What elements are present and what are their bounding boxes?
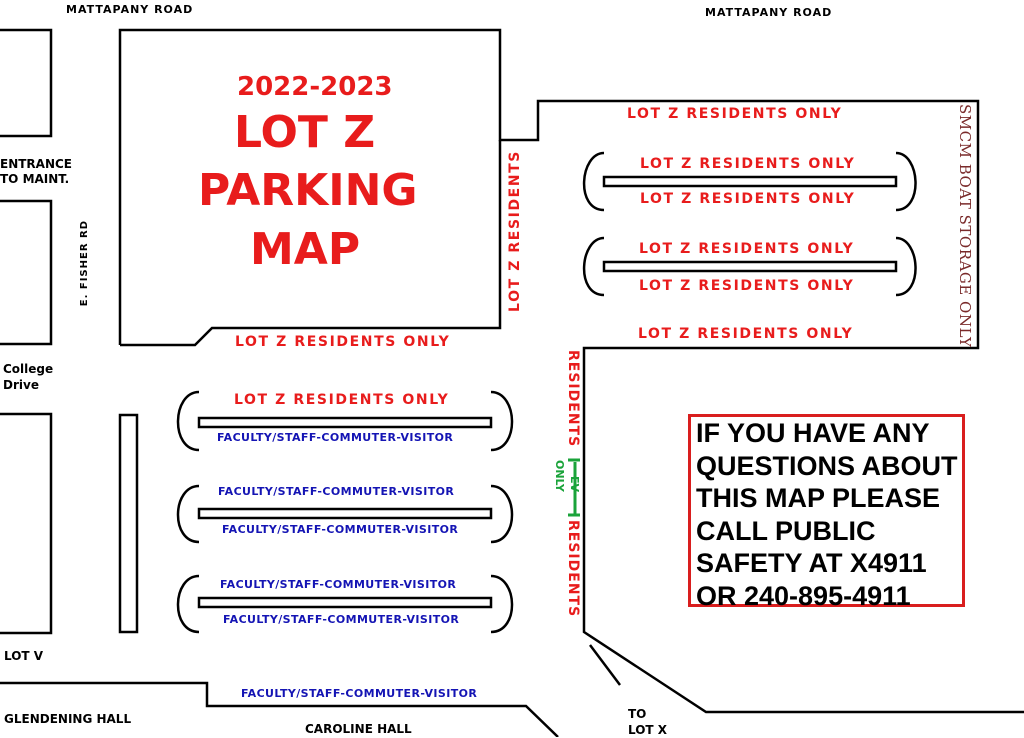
residents-only-label: LOT Z RESIDENTS ONLY <box>627 106 843 122</box>
entrance-label: ENTRANCE TO MAINT. <box>0 157 72 186</box>
residents-only-label: LOT Z RESIDENTS ONLY <box>639 278 855 294</box>
lower-right-edge <box>590 645 620 685</box>
residents-only-label: LOT Z RESIDENTS ONLY <box>234 392 450 408</box>
narrow-building <box>120 415 137 632</box>
info-box <box>688 414 965 611</box>
residents-vertical-label: LOT Z RESIDENTS <box>507 150 523 312</box>
to-lot-x-label: TO LOT X <box>628 707 668 737</box>
left-building-middle <box>0 201 51 344</box>
residents-only-label: LOT Z RESIDENTS ONLY <box>638 326 854 342</box>
caroline-hall-label: CAROLINE HALL <box>305 722 412 736</box>
left-building-top <box>0 30 51 136</box>
faculty-label: FACULTY/STAFF-COMMUTER-VISITOR <box>223 613 460 626</box>
boat-storage-label: SMCM BOAT STORAGE ONLY <box>956 104 974 348</box>
residents-only-label: LOT Z RESIDENTS ONLY <box>639 241 855 257</box>
lot-v-label: LOT V <box>4 649 44 663</box>
left-building-bottom <box>0 414 51 633</box>
title-line-3: MAP <box>250 224 361 275</box>
faculty-label: FACULTY/STAFF-COMMUTER-VISITOR <box>217 431 454 444</box>
faculty-label: FACULTY/STAFF-COMMUTER-VISITOR <box>220 578 457 591</box>
residents-only-label: LOT Z RESIDENTS ONLY <box>235 334 451 350</box>
title-year: 2022-2023 <box>237 72 393 102</box>
ev-only-label: ONLY <box>553 460 566 492</box>
info-text: IF YOU HAVE ANY QUESTIONS ABOUT THIS MAP PLEASE CALL PUBLIC SAFETY AT X4911 OR 240-895-4911 <box>696 418 958 611</box>
glendening-hall-label: GLENDENING HALL <box>4 712 132 726</box>
title-line-2: PARKING <box>198 165 418 216</box>
faculty-label: FACULTY/STAFF-COMMUTER-VISITOR <box>241 687 478 700</box>
residents-only-label: LOT Z RESIDENTS ONLY <box>640 156 856 172</box>
road-label-fisher: E. FISHER RD <box>79 220 90 307</box>
residents-only-label: LOT Z RESIDENTS ONLY <box>640 191 856 207</box>
college-drive-label: College Drive <box>3 362 54 392</box>
residents-vertical-label: RESIDENTS <box>565 350 581 448</box>
faculty-label: FACULTY/STAFF-COMMUTER-VISITOR <box>218 485 455 498</box>
road-label-mattapany-left: MATTAPANY ROAD <box>66 3 194 16</box>
faculty-label: FACULTY/STAFF-COMMUTER-VISITOR <box>222 523 459 536</box>
residents-vertical-label: RESIDENTS <box>565 520 581 618</box>
ev-label: EV <box>568 476 581 493</box>
title-line-1: LOT Z <box>234 107 376 158</box>
road-label-mattapany-right: MATTAPANY ROAD <box>705 6 833 19</box>
